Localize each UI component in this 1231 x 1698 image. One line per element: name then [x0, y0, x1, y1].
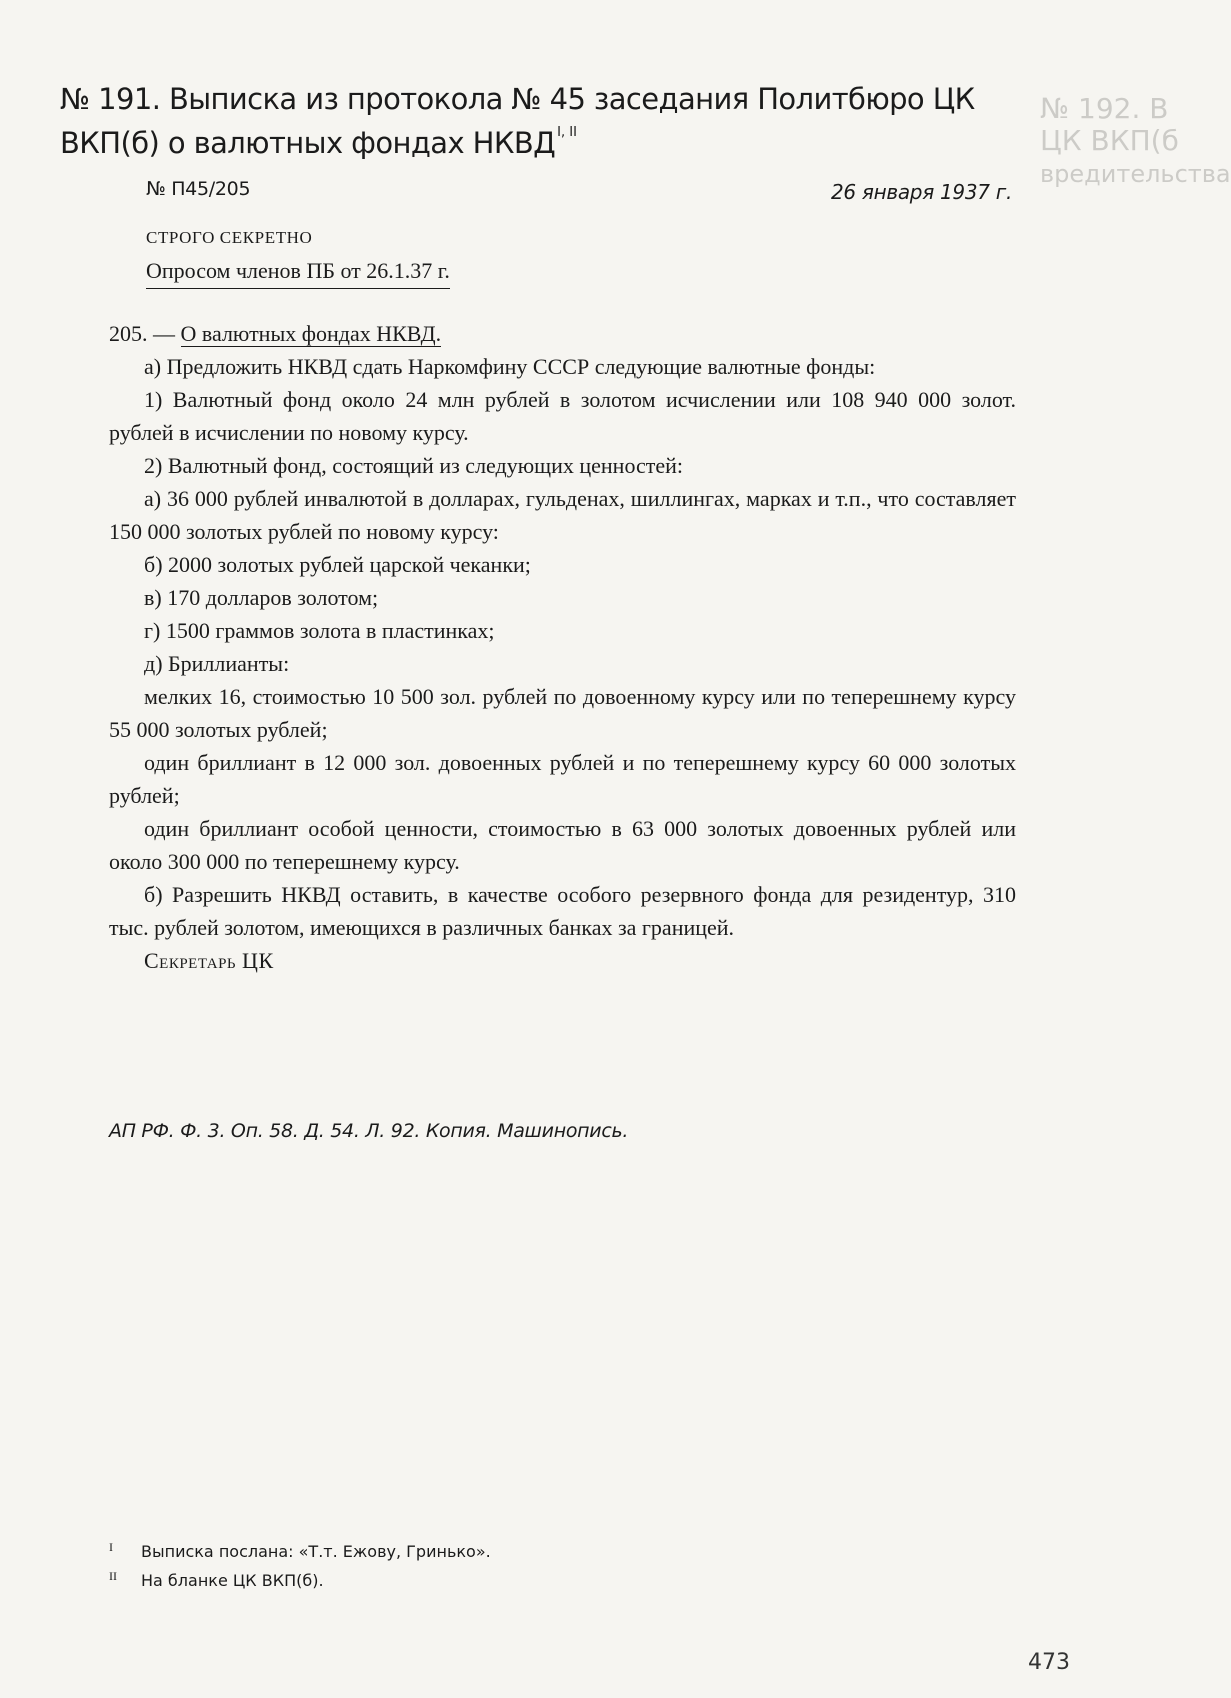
agenda-item-heading: [109, 317, 1016, 350]
signature-line: Секретарь ЦК: [144, 948, 274, 973]
paragraph: мелких 16, стоимостью 10 500 зол. рублей по довоенному курсу или по теперешнему курсу 55 000 золотых рублей;: [109, 684, 1016, 742]
paragraph: 1) Валютный фонд около 24 млн рублей в золотом исчислении или 108 940 000 золот. рублей в исчислении по новому курсу.: [109, 387, 1016, 445]
paragraph: д) Бриллианты:: [144, 651, 290, 676]
document-body: [109, 317, 1016, 977]
poll-line: Опросом членов ПБ от 26.1.37 г.: [146, 258, 450, 289]
document-date: 26 января 1937 г.: [830, 180, 1012, 204]
agenda-item-number: 205. —: [109, 321, 181, 346]
paragraph: 2) Валютный фонд, состоящий из следующих ценностей:: [144, 453, 684, 478]
title-footnote-refs: I, II: [557, 125, 577, 140]
paragraph: б) Разрешить НКВД оставить, в качестве особого резервного фонда для резидентур, 310 тыс. рублей золотом, имеющихся в различных банках за границей.: [109, 882, 1016, 940]
paragraph: один бриллиант особой ценности, стоимостью в 63 000 золотых довоенных рублей или около 300 000 по теперешнему курсу.: [109, 816, 1016, 874]
archive-reference: АП РФ. Ф. 3. Оп. 58. Д. 54. Л. 92. Копия. Машинопись.: [109, 1120, 629, 1142]
document-title: [60, 82, 1010, 160]
classification-stamp: СТРОГО СЕКРЕТНО: [146, 228, 313, 247]
footnote-marker: I: [109, 1540, 113, 1554]
footnote-text: На бланке ЦК ВКП(б).: [141, 1571, 324, 1590]
footnote: [109, 1540, 491, 1561]
show-through-text: ЦК ВКП(б: [1040, 124, 1179, 157]
footnote-text: Выписка послана: «Т.т. Ежову, Гринько».: [141, 1542, 491, 1561]
paragraph: г) 1500 граммов золота в пластинках;: [144, 618, 495, 643]
paragraph: б) 2000 золотых рублей царской чеканки;: [144, 552, 531, 577]
paragraph: в) 170 долларов золотом;: [144, 585, 379, 610]
footnote: [109, 1569, 324, 1590]
page-number: 473: [1028, 1650, 1070, 1675]
show-through-text: вредительства: [1040, 160, 1231, 188]
agenda-item-subject: О валютных фондах НКВД.: [180, 321, 442, 346]
show-through-text: № 192. В: [1040, 92, 1169, 125]
protocol-number: № П45/205: [146, 178, 251, 200]
footnote-marker: II: [109, 1569, 117, 1583]
paragraph: а) Предложить НКВД сдать Наркомфину СССР следующие валютные фонды:: [144, 354, 876, 379]
paragraph: а) 36 000 рублей инвалютой в долларах, гульденах, шиллингах, марках и т.п., что составляет 150 000 золотых рублей по новому курсу:: [109, 486, 1016, 544]
paragraph: один бриллиант в 12 000 зол. довоенных рублей и по теперешнему курсу 60 000 золотых рублей;: [109, 750, 1016, 808]
title-text: № 191. Выписка из протокола № 45 заседания Политбюро ЦК ВКП(б) о валютных фондах НКВД: [60, 82, 975, 160]
